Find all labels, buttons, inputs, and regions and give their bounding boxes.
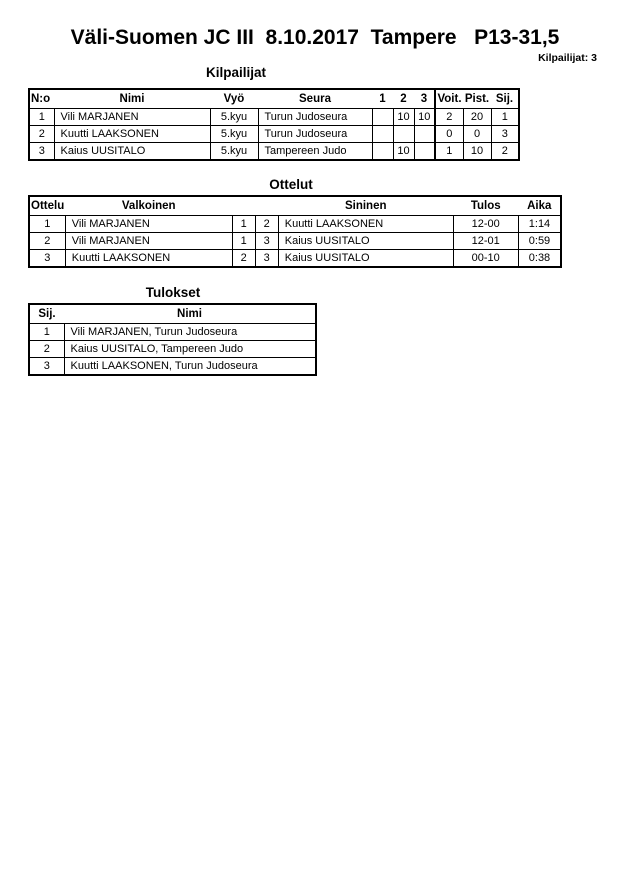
cell-vs3: [414, 126, 435, 143]
col-header-2: 2: [400, 93, 407, 105]
cell-blue-no: 2: [255, 216, 278, 233]
col-header-ottelu: Ottelu: [31, 200, 65, 212]
cell-sij: 1: [29, 324, 64, 341]
cell-vyo: 5.kyu: [210, 126, 258, 143]
cell-vs2: [393, 126, 414, 143]
table-row: [29, 126, 519, 143]
cell-white-name: Vili MARJANEN: [65, 233, 232, 250]
cell-nimi: Vili MARJANEN: [54, 109, 210, 126]
cell-nimi: Kuutti LAAKSONEN: [54, 126, 210, 143]
col-header-aika: Aika: [527, 200, 552, 212]
table-row: [29, 250, 561, 268]
table-row: [29, 233, 561, 250]
participants-count: Kilpailijat: 3: [538, 52, 597, 64]
cell-voit: 2: [435, 109, 463, 126]
cell-tulos: 12-00: [453, 216, 518, 233]
col-header-sininen: Sininen: [344, 200, 387, 212]
cell-pist: 10: [463, 143, 491, 161]
cell-nimi: Kaius UUSITALO: [54, 143, 210, 161]
col-header-nimi: Nimi: [119, 93, 145, 105]
cell-sij: 2: [29, 341, 64, 358]
col-header-blue-no: [255, 196, 278, 216]
cell-voit: 0: [435, 126, 463, 143]
cell-sij: 1: [491, 109, 519, 126]
final-results-table: [28, 303, 317, 376]
table-row: [29, 143, 519, 161]
cell-blue-name: Kaius UUSITALO: [278, 250, 453, 268]
cell-white-name: Vili MARJANEN: [65, 216, 232, 233]
cell-blue-name: Kaius UUSITALO: [278, 233, 453, 250]
col-header-valkoinen: Valkoinen: [121, 200, 176, 212]
matches-table: [28, 195, 562, 268]
page-title: Väli-Suomen JC III 8.10.2017 Tampere P13-31,5: [70, 26, 560, 49]
cell-seura: Tampereen Judo: [258, 143, 372, 161]
cell-white-no: 1: [232, 216, 255, 233]
col-header-nimi: Nimi: [177, 308, 202, 320]
cell-white-no: 1: [232, 233, 255, 250]
section-heading-ottelut: Ottelut: [269, 177, 313, 192]
table-row: [29, 216, 561, 233]
section-heading-kilpailijat: Kilpailijat: [205, 65, 267, 80]
cell-nimi: Kaius UUSITALO, Tampereen Judo: [64, 341, 316, 358]
cell-vs2: 10: [393, 143, 414, 161]
cell-no: 3: [29, 143, 54, 161]
cell-white-no: 2: [232, 250, 255, 268]
col-header-seura: Seura: [299, 93, 331, 105]
competitors-table: [28, 88, 520, 161]
cell-aika: 0:59: [518, 233, 561, 250]
cell-vs1: [372, 143, 393, 161]
cell-no: 1: [29, 109, 54, 126]
cell-seura: Turun Judoseura: [258, 109, 372, 126]
cell-aika: 0:38: [518, 250, 561, 268]
cell-sij: 2: [491, 143, 519, 161]
cell-blue-no: 3: [255, 233, 278, 250]
col-header-tulos: Tulos: [470, 200, 501, 212]
cell-white-name: Kuutti LAAKSONEN: [65, 250, 232, 268]
col-header-3: 3: [420, 93, 428, 105]
cell-vyo: 5.kyu: [210, 109, 258, 126]
cell-blue-no: 3: [255, 250, 278, 268]
cell-vs1: [372, 109, 393, 126]
cell-aika: 1:14: [518, 216, 561, 233]
cell-tulos: 00-10: [453, 250, 518, 268]
col-header-1: 1: [379, 93, 386, 105]
cell-vyo: 5.kyu: [210, 143, 258, 161]
cell-nimi: Kuutti LAAKSONEN, Turun Judoseura: [64, 358, 316, 376]
cell-voit: 1: [435, 143, 463, 161]
header-row: [29, 196, 561, 216]
col-header-sij: Sij.: [495, 93, 514, 105]
col-header-vyo: Vyö: [223, 93, 245, 105]
cell-match-no: 3: [29, 250, 65, 268]
cell-vs2: 10: [393, 109, 414, 126]
cell-pist: 20: [463, 109, 491, 126]
cell-nimi: Vili MARJANEN, Turun Judoseura: [64, 324, 316, 341]
col-header-pist: Pist.: [464, 93, 490, 105]
cell-tulos: 12-01: [453, 233, 518, 250]
cell-blue-name: Kuutti LAAKSONEN: [278, 216, 453, 233]
table-row: [29, 358, 316, 376]
cell-sij: 3: [29, 358, 64, 376]
cell-vs1: [372, 126, 393, 143]
col-header-sij: Sij.: [38, 308, 56, 320]
col-header-voit: Voit.: [435, 89, 463, 109]
table-row: [29, 109, 519, 126]
header-row: [29, 304, 316, 324]
table-row: [29, 324, 316, 341]
col-header-white-no: [232, 196, 255, 216]
section-heading-tulokset: Tulokset: [145, 285, 201, 300]
cell-pist: 0: [463, 126, 491, 143]
cell-vs3: [414, 143, 435, 161]
header-row: [29, 89, 519, 109]
cell-match-no: 2: [29, 233, 65, 250]
cell-match-no: 1: [29, 216, 65, 233]
cell-sij: 3: [491, 126, 519, 143]
table-row: [29, 341, 316, 358]
col-header-no: N:o: [31, 93, 51, 105]
cell-seura: Turun Judoseura: [258, 126, 372, 143]
cell-no: 2: [29, 126, 54, 143]
cell-vs3: 10: [414, 109, 435, 126]
